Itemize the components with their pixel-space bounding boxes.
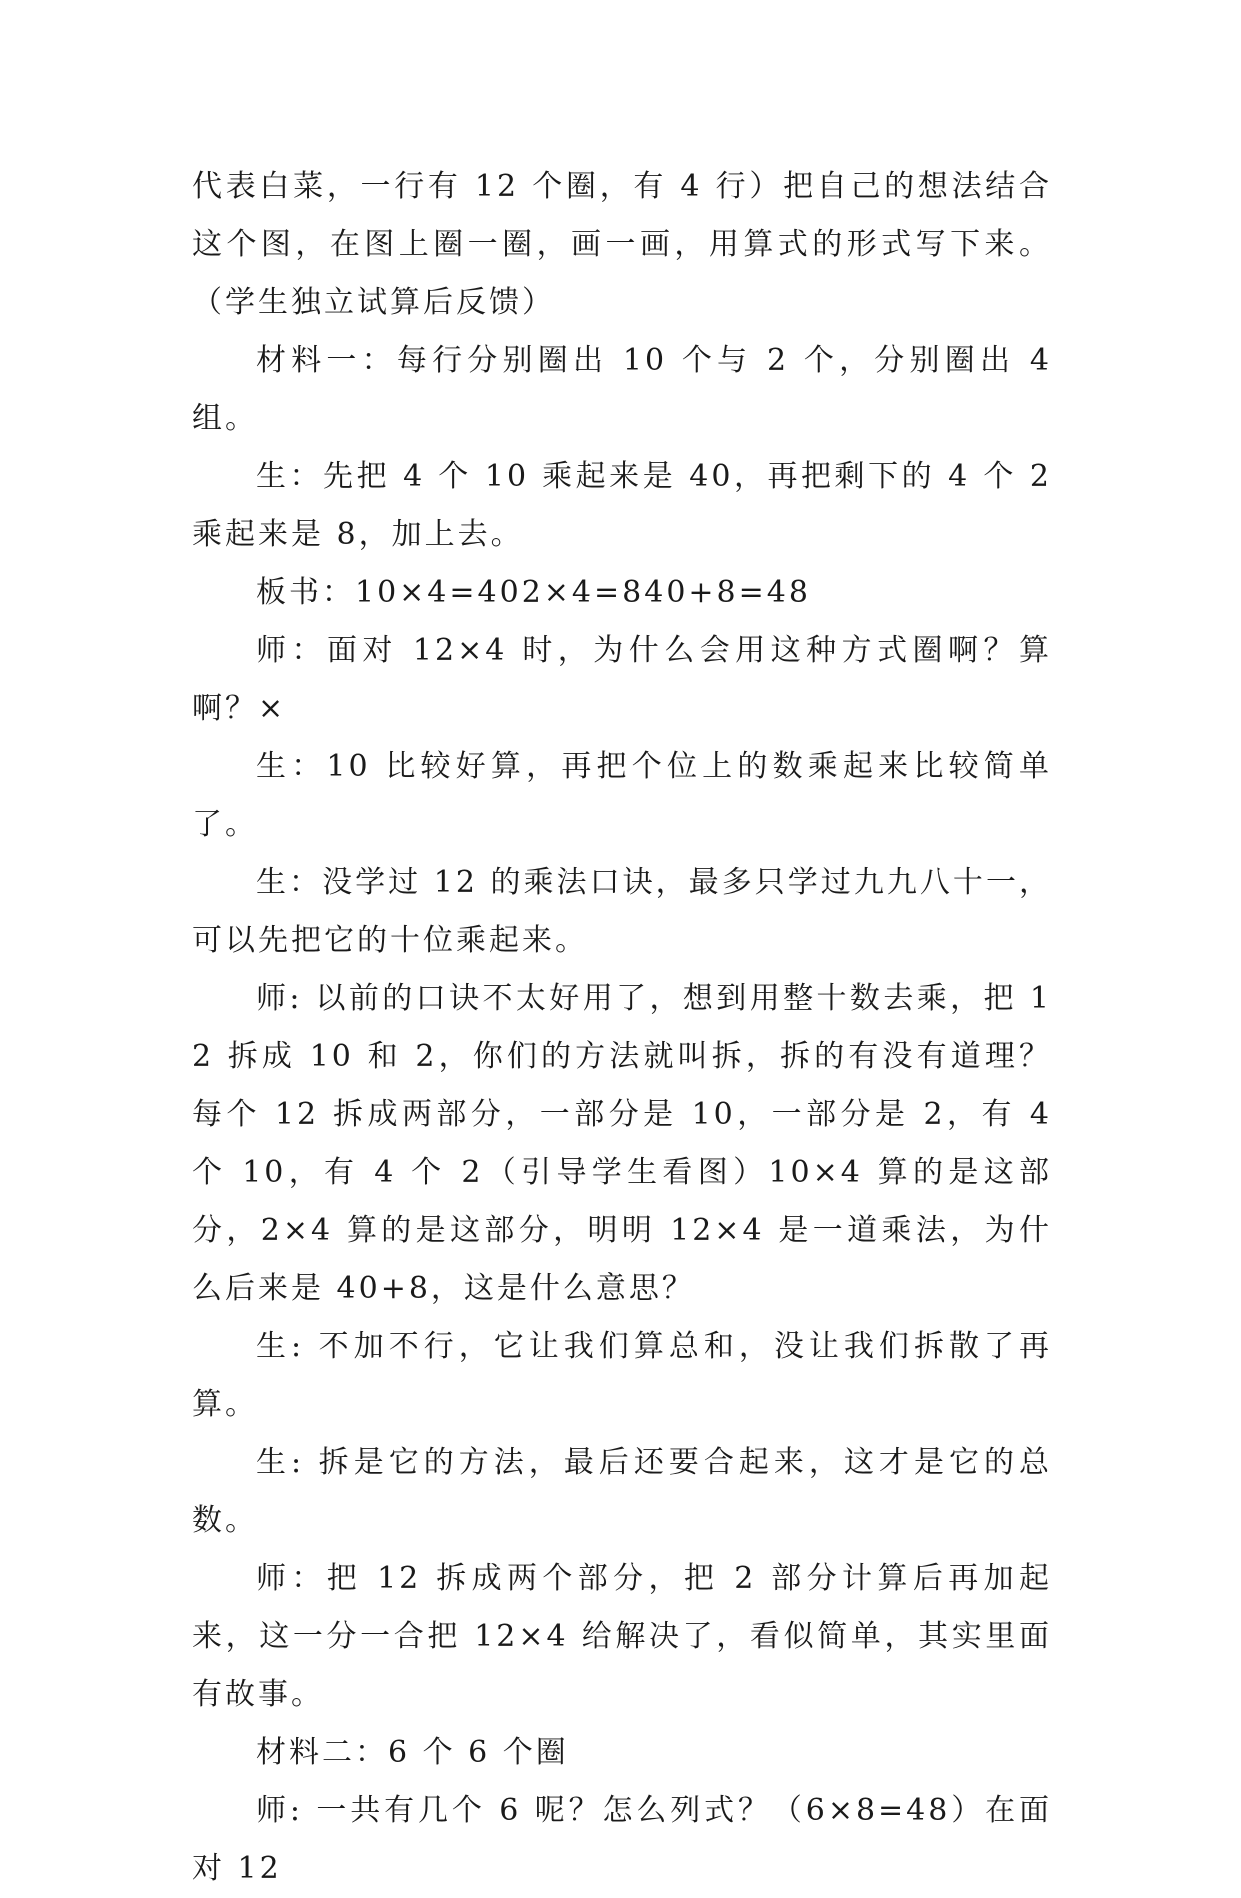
paragraph: 生: 不加不行，它让我们算总和，没让我们拆散了再算。 bbox=[192, 1329, 1052, 1422]
paragraph: 材料一：每行分别圈出 10 个与 2 个，分别圈出 4 组。 bbox=[192, 343, 1065, 436]
paragraph: 材料二：6 个 6 个圈 bbox=[256, 1735, 569, 1770]
paragraph: 师: 一共有几个 6 呢？怎么列式？（6×8=48）在面对 12 bbox=[192, 1793, 1052, 1886]
paragraph: 生：10 比较好算，再把个位上的数乘起来比较简单了。 bbox=[192, 749, 1052, 842]
paragraph: 生: 拆是它的方法，最后还要合起来，这才是它的总数。 bbox=[192, 1445, 1052, 1538]
document-page bbox=[192, 158, 1065, 1898]
paragraph: 生：先把 4 个 10 乘起来是 40，再把剩下的 4 个 2 乘起来是 8，加上去。 bbox=[192, 459, 1065, 552]
paragraph: 板书：10×4=402×4=840+8=48 bbox=[256, 575, 811, 610]
paragraph: 师：面对 12×4 时，为什么会用这种方式圈啊？算啊？× bbox=[192, 633, 1052, 726]
paragraph: 师: 以前的口诀不太好用了，想到用整十数去乘，把 12 拆成 10 和 2，你们的方法就叫拆，拆的有没有道理？每个 12 拆成两部分，一部分是 10，一部分是 2，有 4 个 10，有 4 个 2（引导学生看图）10×4 算的是这部分，2×4 算的是这部分，明明 12×4 是一道乘法，为什么后来是 40+8，这是什么意思？ bbox=[192, 981, 1065, 1306]
paragraph: 代表白菜，一行有 12 个圈，有 4 行）把自己的想法结合这个图，在图上圈一圈，画一画，用算式的形式写下来。（学生独立试算后反馈） bbox=[192, 169, 1052, 320]
paragraph: 师：把 12 拆成两个部分，把 2 部分计算后再加起来，这一分一合把 12×4 给解决了，看似简单，其实里面有故事。 bbox=[192, 1561, 1052, 1712]
paragraph: 生：没学过 12 的乘法口诀，最多只学过九九八十一，可以先把它的十位乘起来。 bbox=[192, 865, 1052, 958]
